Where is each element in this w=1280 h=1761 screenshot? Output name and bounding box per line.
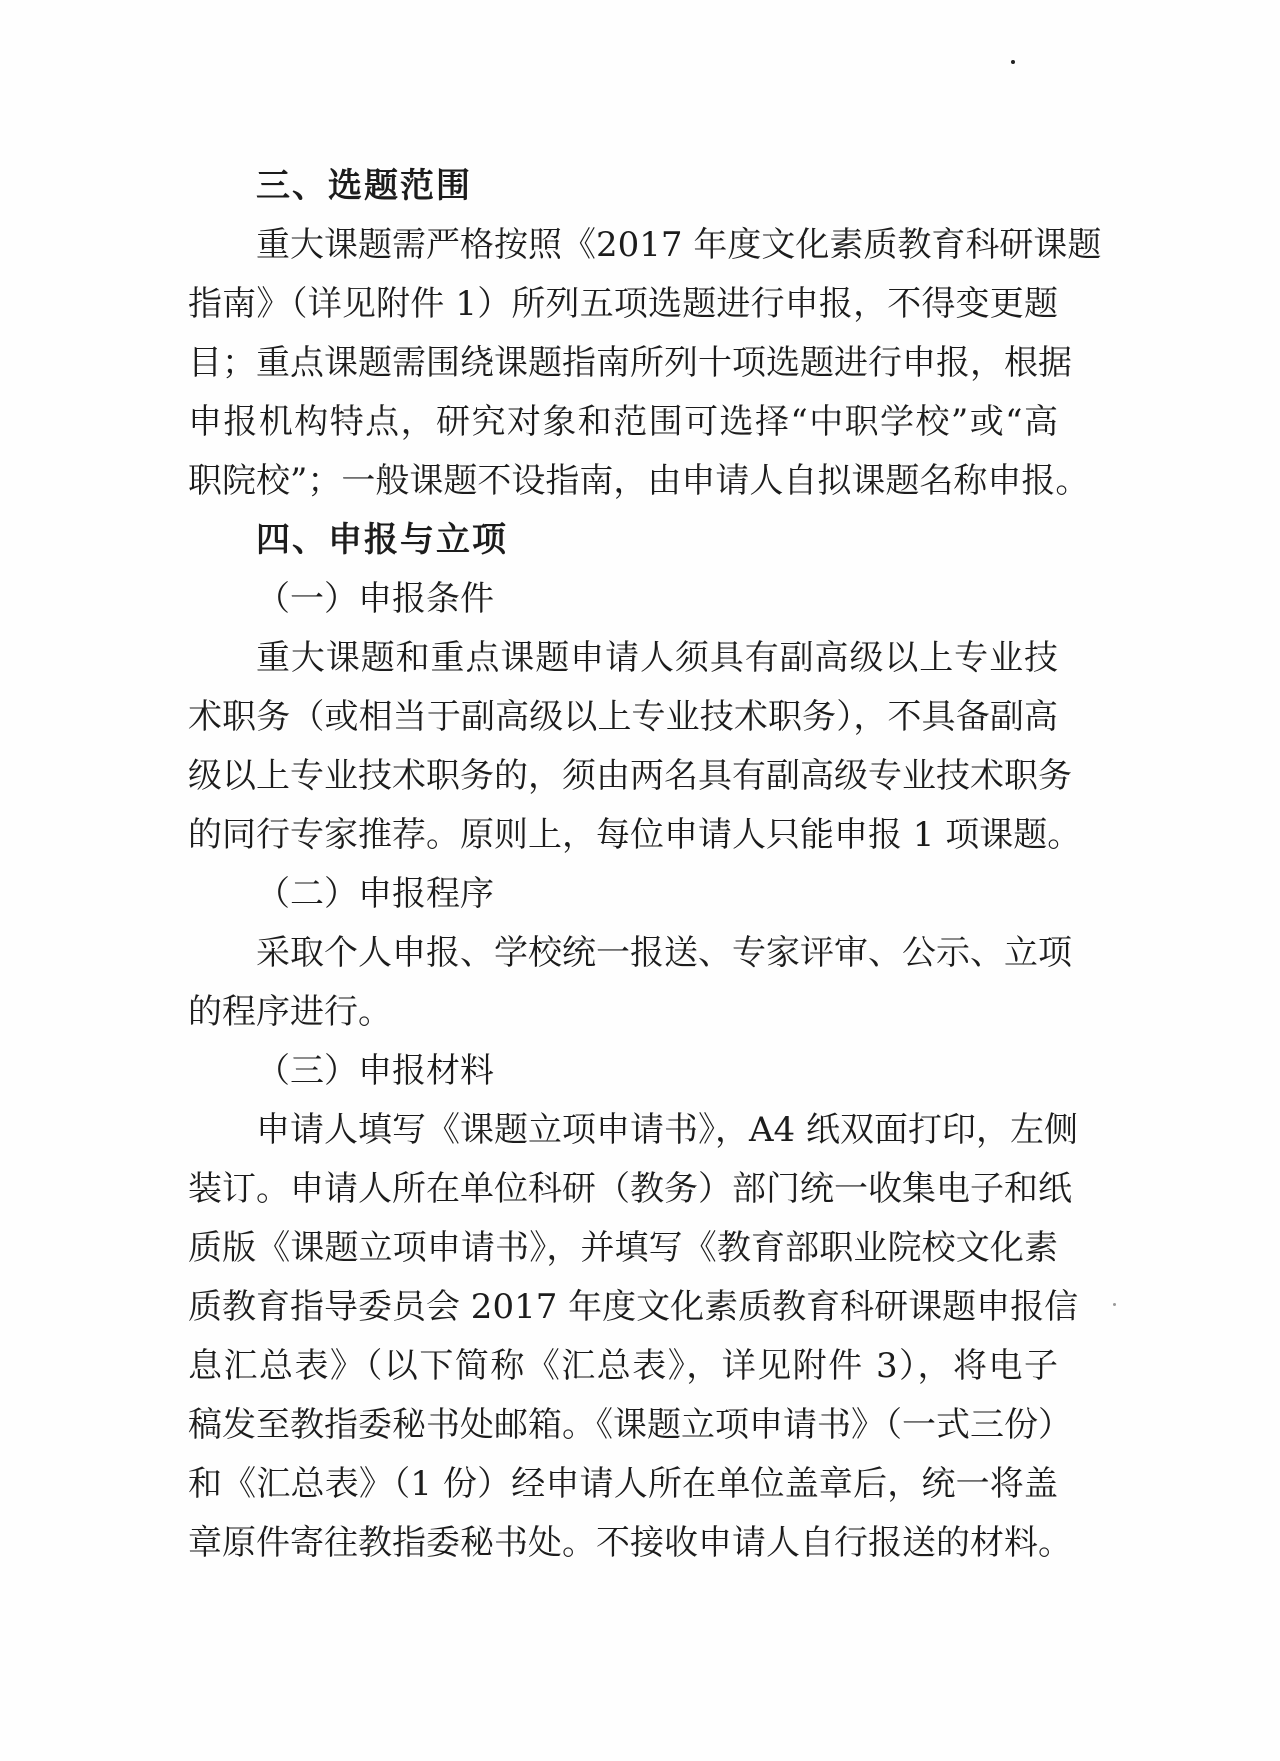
paragraph-line: 指南》（详见附件 1）所列五项选题进行申报，不得变更题 xyxy=(188,284,1058,324)
paragraph-line: 装订。申请人所在单位科研（教务）部门统一收集电子和纸 xyxy=(188,1169,1072,1209)
section-heading-application: 四、申报与立项 xyxy=(256,520,508,560)
paragraph-line: 重大课题需严格按照《2017 年度文化素质教育科研课题 xyxy=(256,225,1102,265)
paragraph-line: 的程序进行。 xyxy=(188,992,392,1032)
paragraph-line: 级以上专业技术职务的，须由两名具有副高级专业技术职务 xyxy=(188,756,1072,796)
paragraph-line: 申请人填写《课题立项申请书》，A4 纸双面打印，左侧 xyxy=(256,1110,1078,1150)
paragraph-line: 重大课题和重点课题申请人须具有副高级以上专业技 xyxy=(256,638,1058,678)
paragraph-line: 的同行专家推荐。原则上，每位申请人只能申报 1 项课题。 xyxy=(188,815,1082,855)
paragraph-line: 质版《课题立项申请书》，并填写《教育部职业院校文化素 xyxy=(188,1228,1058,1268)
paragraph-line: 目；重点课题需围绕课题指南所列十项选题进行申报，根据 xyxy=(188,343,1072,383)
paragraph-line: 申报机构特点，研究对象和范围可选择“中职学校”或“高 xyxy=(188,402,1058,442)
subsection-heading-conditions: （一）申报条件 xyxy=(256,579,494,619)
paragraph-line: 和《汇总表》（1 份）经申请人所在单位盖章后，统一将盖 xyxy=(188,1464,1058,1504)
paragraph-line: 息汇总表》（以下简称《汇总表》，详见附件 3），将电子 xyxy=(188,1346,1058,1386)
paragraph-line: 稿发至教指委秘书处邮箱。《课题立项申请书》（一式三份） xyxy=(188,1405,1072,1445)
section-heading-topic-scope: 三、选题范围 xyxy=(256,166,472,206)
subsection-heading-procedure: （二）申报程序 xyxy=(256,874,494,914)
subsection-heading-materials: （三）申报材料 xyxy=(256,1051,494,1091)
paragraph-line: 章原件寄往教指委秘书处。不接收申请人自行报送的材料。 xyxy=(188,1523,1072,1563)
paragraph-line: 质教育指导委员会 2017 年度文化素质教育科研课题申报信 xyxy=(188,1287,1079,1327)
scan-speck xyxy=(1011,60,1015,64)
paragraph-line: 采取个人申报、学校统一报送、专家评审、公示、立项 xyxy=(256,933,1072,973)
paragraph-line: 职院校”；一般课题不设指南，由申请人自拟课题名称申报。 xyxy=(188,461,1090,501)
scan-speck xyxy=(1113,1303,1116,1306)
paragraph-line: 术职务（或相当于副高级以上专业技术职务），不具备副高 xyxy=(188,697,1058,737)
